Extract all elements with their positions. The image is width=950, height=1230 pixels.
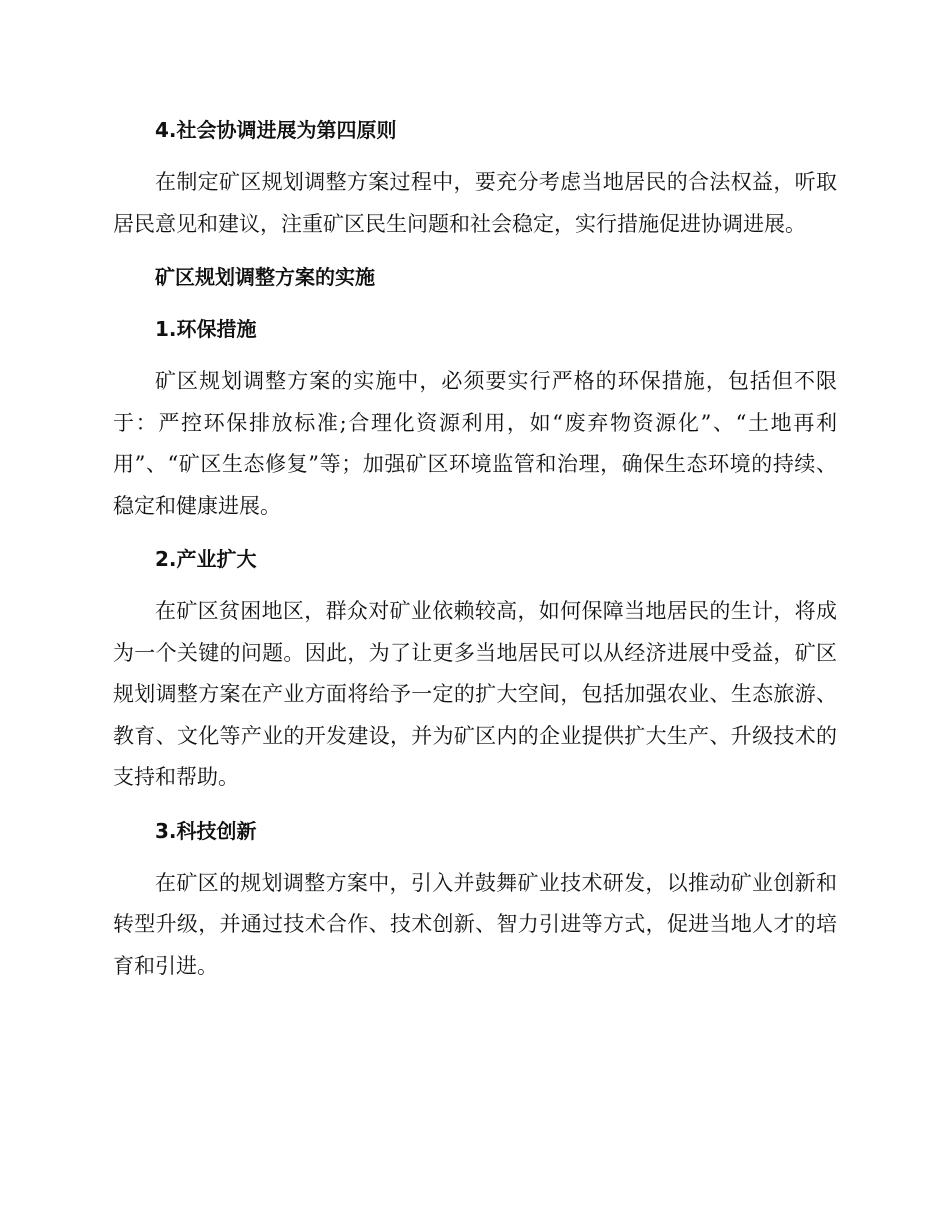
- section-paragraph-industry-expansion: 在矿区贫困地区，群众对矿业依赖较高，如何保障当地居民的生计，将成为一个关键的问题。因此，为了让更多当地居民可以从经济进展中受益，矿区规划调整方案在产业方面将给予一定的扩大空间，包括加强农业、生态旅游、教育、文化等产业的开发建设，并为矿区内的企业提供扩大生产、升级技术的支持和帮助。: [113, 599, 837, 789]
- spacer: [113, 150, 837, 162]
- section-heading-principle-4: 4.社会协调进展为第四原则: [155, 118, 397, 142]
- section-heading-tech-innovation: 3.科技创新: [155, 818, 257, 843]
- spacer: [113, 527, 837, 539]
- section-paragraph-principle-4: 在制定矿区规划调整方案过程中，要充分考虑当地居民的合法权益，听取居民意见和建议，注重矿区民生问题和社会稳定，实行措施促进协调进展。: [113, 170, 837, 236]
- section-heading-implementation: 矿区规划调整方案的实施: [155, 265, 375, 289]
- spacer: [113, 799, 837, 811]
- spacer: [113, 579, 837, 591]
- spacer: [113, 297, 837, 309]
- spacer: [113, 851, 837, 863]
- document-body: [113, 110, 837, 987]
- section-paragraph-tech-innovation: 在矿区的规划调整方案中，引入并鼓舞矿业技术研发，以推动矿业创新和转型升级，并通过技术合作、技术创新、智力引进等方式，促进当地人才的培育和引进。: [113, 870, 837, 978]
- section-paragraph-environmental-measures: 矿区规划调整方案的实施中，必须要实行严格的环保措施，包括但不限于：严控环保排放标准;合理化资源利用，如“废弃物资源化”、“土地再利用”、“矿区生态修复”等；加强矿区环境监管和治理，确保生态环境的持续、稳定和健康进展。: [113, 369, 837, 518]
- section-heading-environmental-measures: 1.环保措施: [155, 317, 257, 341]
- spacer: [113, 349, 837, 361]
- spacer: [113, 245, 837, 257]
- section-heading-industry-expansion: 2.产业扩大: [155, 547, 257, 571]
